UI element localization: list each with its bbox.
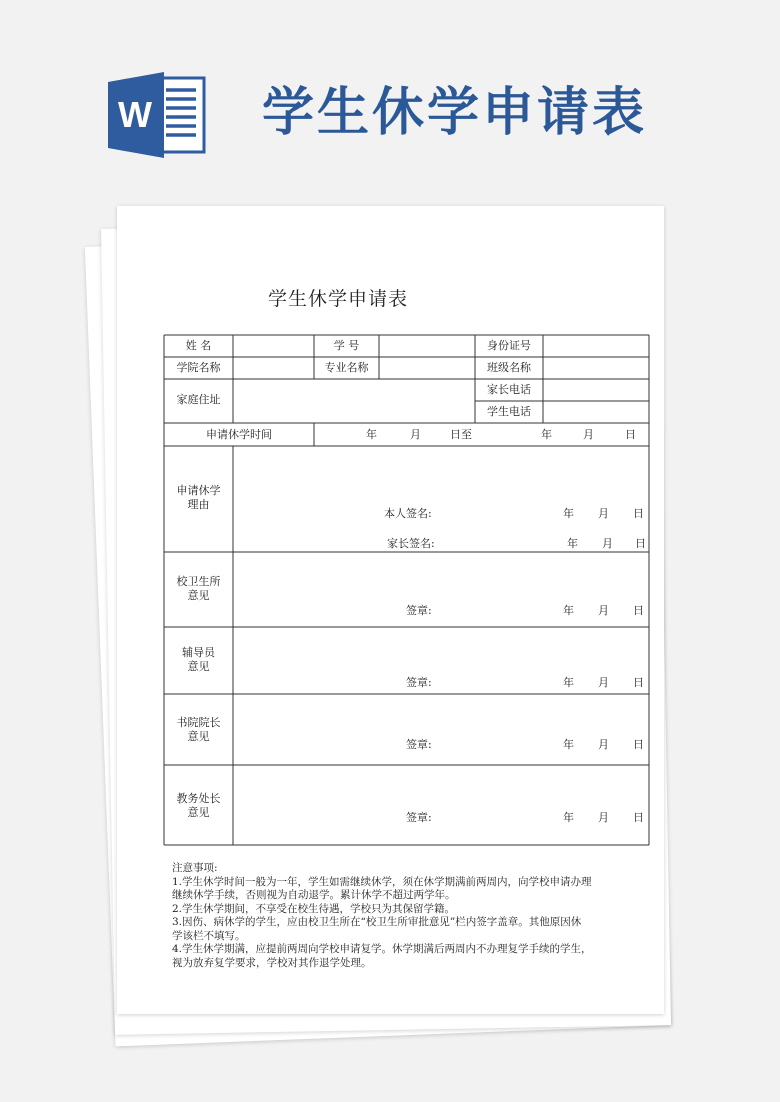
student-phone-label: 学生电话 <box>487 405 531 418</box>
counselor-month: 月 <box>598 676 609 689</box>
address-label: 家庭住址 <box>176 393 221 406</box>
form-title: 学生休学申请表 <box>268 288 409 310</box>
reason-label: 申请休学 理由 <box>176 484 221 511</box>
counselor-seal-label: 签章: <box>406 676 432 689</box>
dean-seal-label: 签章: <box>406 738 432 751</box>
class-label: 班级名称 <box>487 361 531 374</box>
name-label: 姓 名 <box>185 339 212 352</box>
notes-line: 学该栏不填写。 <box>172 929 246 942</box>
academic-month: 月 <box>598 811 609 824</box>
notes-section <box>172 862 652 970</box>
parent-sign-day: 日 <box>635 537 646 550</box>
notes-line: 2.学生休学期间，不享受在校生待遇，学校只为其保留学籍。 <box>172 902 456 915</box>
notes-heading: 注意事项: <box>172 862 218 874</box>
counselor-label: 辅导员 意见 <box>182 646 215 673</box>
to-month: 月 <box>583 428 594 441</box>
self-sign-label: 本人签名: <box>384 507 432 520</box>
parent-sign-month: 月 <box>602 537 613 550</box>
to-year: 年 <box>541 428 552 441</box>
college-label: 学院名称 <box>176 361 221 374</box>
clinic-day: 日 <box>633 604 644 617</box>
academic-year: 年 <box>563 811 574 824</box>
counselor-day: 日 <box>633 676 644 689</box>
academic-day: 日 <box>633 811 644 824</box>
from-year: 年 <box>366 428 377 441</box>
major-label: 专业名称 <box>324 361 369 374</box>
self-sign-year: 年 <box>563 507 574 520</box>
dean-month: 月 <box>598 738 609 751</box>
academic-seal-label: 签章: <box>406 811 432 824</box>
academic-affairs-label: 教务处长 意见 <box>176 792 221 819</box>
notes-line: 3.因伤、病休学的学生，应由校卫生所在“校卫生所审批意见”栏内签字盖章。其他原因休 <box>172 916 582 928</box>
clinic-year: 年 <box>563 604 574 617</box>
notes-line: 4.学生休学期满，应提前两周向学校申请复学。休学期满后两周内不办理复学手续的学生， <box>172 943 592 955</box>
clinic-label: 校卫生所 意见 <box>176 575 221 602</box>
dean-year: 年 <box>563 738 574 751</box>
student-id-label: 学 号 <box>333 339 360 352</box>
dean-label: 书院院长 意见 <box>176 716 221 743</box>
dean-day: 日 <box>633 738 644 751</box>
page-title: 学生休学申请表 <box>262 83 648 143</box>
from-month: 月 <box>410 428 421 441</box>
clinic-month: 月 <box>598 604 609 617</box>
to-day: 日 <box>625 428 636 441</box>
self-sign-month: 月 <box>598 507 609 520</box>
notes-line: 继续休学手续，否则视为自动退学。累计休学不超过两学年。 <box>172 889 456 901</box>
clinic-seal-label: 签章: <box>406 604 432 617</box>
parent-phone-label: 家长电话 <box>487 383 531 396</box>
self-sign-day: 日 <box>633 507 644 520</box>
id-card-label: 身份证号 <box>487 339 531 352</box>
parent-sign-year: 年 <box>567 537 578 550</box>
logo-letter: W <box>118 94 152 135</box>
leave-time-label: 申请休学时间 <box>206 428 272 441</box>
parent-sign-label: 家长签名: <box>387 537 435 550</box>
notes-line: 视为放弃复学要求，学校对其作退学处理。 <box>172 956 372 969</box>
counselor-year: 年 <box>563 676 574 689</box>
from-day-to: 日至 <box>450 428 472 441</box>
notes-line: 1.学生休学时间一般为一年，学生如需继续休学，须在休学期满前两周内，向学校申请办理 <box>172 875 592 888</box>
